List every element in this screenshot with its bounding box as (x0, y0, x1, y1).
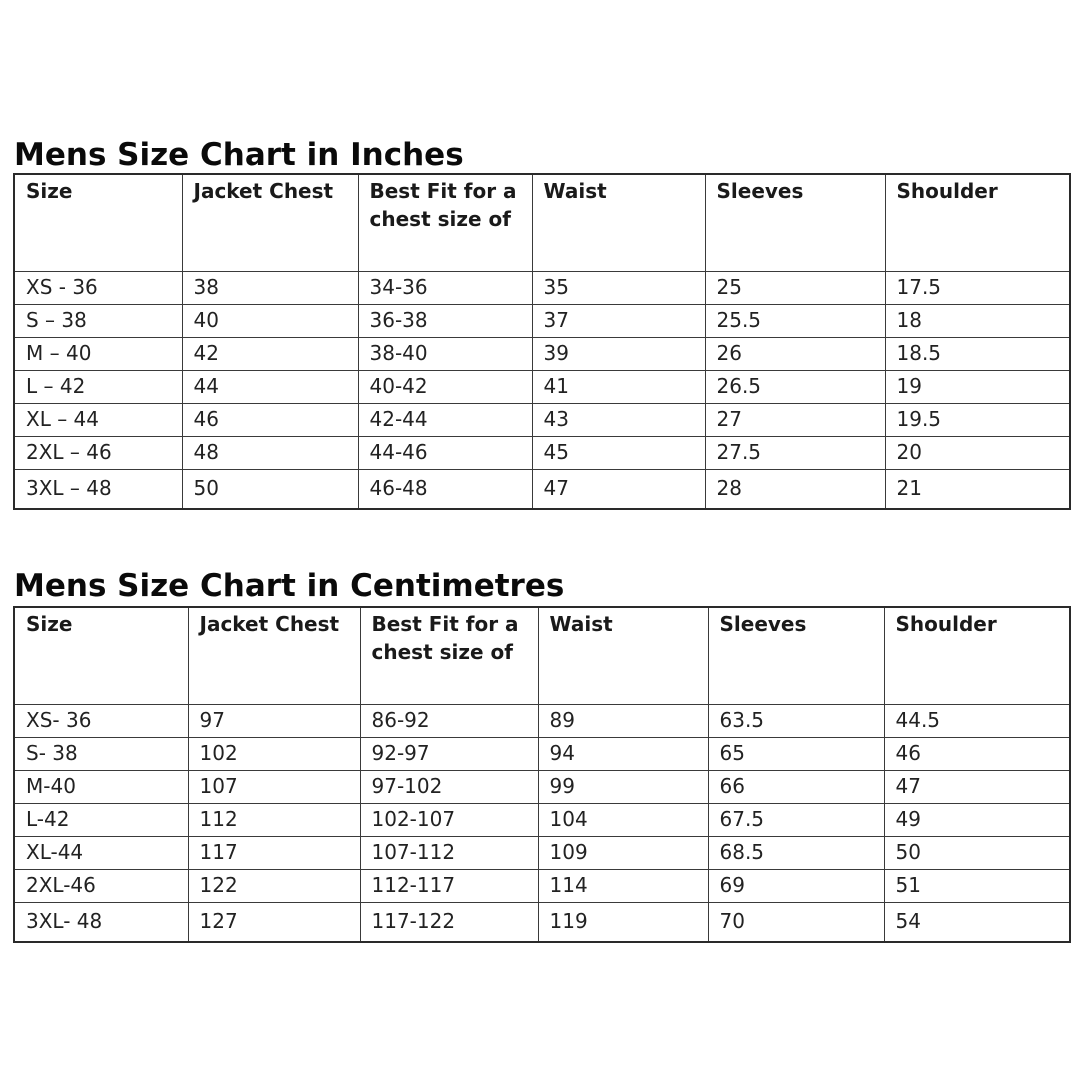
cell-sleeves: 27.5 (705, 436, 885, 469)
cell-shoulder: 17.5 (885, 271, 1070, 304)
centimetres-chart-title: Mens Size Chart in Centimetres (14, 568, 565, 604)
header-jacket-chest: Jacket Chest (188, 607, 360, 704)
cell-sleeves: 65 (708, 737, 884, 770)
cell-best-fit: 86-92 (360, 704, 538, 737)
cell-size: 3XL – 48 (14, 469, 182, 509)
cell-jacket-chest: 102 (188, 737, 360, 770)
table-header-row (14, 174, 1070, 271)
cell-waist: 41 (532, 370, 705, 403)
cell-jacket-chest: 112 (188, 803, 360, 836)
table-row (14, 271, 1070, 304)
cell-sleeves: 26.5 (705, 370, 885, 403)
cell-size: L – 42 (14, 370, 182, 403)
cell-jacket-chest: 48 (182, 436, 358, 469)
cell-shoulder: 21 (885, 469, 1070, 509)
cell-jacket-chest: 127 (188, 902, 360, 942)
cell-shoulder: 19 (885, 370, 1070, 403)
header-sleeves: Sleeves (708, 607, 884, 704)
cell-waist: 104 (538, 803, 708, 836)
cell-shoulder: 49 (884, 803, 1070, 836)
cell-waist: 119 (538, 902, 708, 942)
cell-shoulder: 54 (884, 902, 1070, 942)
cell-sleeves: 70 (708, 902, 884, 942)
cell-jacket-chest: 42 (182, 337, 358, 370)
cell-shoulder: 18 (885, 304, 1070, 337)
cell-sleeves: 27 (705, 403, 885, 436)
cell-waist: 39 (532, 337, 705, 370)
table-row (14, 803, 1070, 836)
table-row (14, 436, 1070, 469)
cell-best-fit: 112-117 (360, 869, 538, 902)
cell-shoulder: 47 (884, 770, 1070, 803)
inches-chart-title: Mens Size Chart in Inches (14, 137, 464, 173)
cell-waist: 43 (532, 403, 705, 436)
header-size: Size (14, 174, 182, 271)
cell-waist: 47 (532, 469, 705, 509)
cell-best-fit: 107-112 (360, 836, 538, 869)
inches-size-table (13, 173, 1071, 510)
cell-jacket-chest: 107 (188, 770, 360, 803)
cell-sleeves: 69 (708, 869, 884, 902)
table-row (14, 902, 1070, 942)
header-waist: Waist (532, 174, 705, 271)
cell-size: M-40 (14, 770, 188, 803)
cell-jacket-chest: 97 (188, 704, 360, 737)
table-row (14, 737, 1070, 770)
cell-shoulder: 50 (884, 836, 1070, 869)
cell-waist: 35 (532, 271, 705, 304)
header-jacket-chest: Jacket Chest (182, 174, 358, 271)
cell-size: 3XL- 48 (14, 902, 188, 942)
cell-shoulder: 51 (884, 869, 1070, 902)
header-sleeves: Sleeves (705, 174, 885, 271)
table-row (14, 403, 1070, 436)
cell-shoulder: 18.5 (885, 337, 1070, 370)
table-row (14, 704, 1070, 737)
header-best-fit: Best Fit for a chest size of (358, 174, 532, 271)
table-row (14, 304, 1070, 337)
table-row (14, 770, 1070, 803)
cell-size: 2XL-46 (14, 869, 188, 902)
cell-waist: 45 (532, 436, 705, 469)
table-row (14, 836, 1070, 869)
cell-jacket-chest: 50 (182, 469, 358, 509)
header-shoulder: Shoulder (885, 174, 1070, 271)
cell-sleeves: 66 (708, 770, 884, 803)
cell-sleeves: 67.5 (708, 803, 884, 836)
cell-shoulder: 20 (885, 436, 1070, 469)
table-row (14, 869, 1070, 902)
cell-waist: 89 (538, 704, 708, 737)
cell-jacket-chest: 46 (182, 403, 358, 436)
cell-sleeves: 68.5 (708, 836, 884, 869)
cell-jacket-chest: 40 (182, 304, 358, 337)
cell-sleeves: 25 (705, 271, 885, 304)
cell-best-fit: 44-46 (358, 436, 532, 469)
header-waist: Waist (538, 607, 708, 704)
cell-sleeves: 63.5 (708, 704, 884, 737)
table-header-row (14, 607, 1070, 704)
cell-best-fit: 46-48 (358, 469, 532, 509)
cell-best-fit: 97-102 (360, 770, 538, 803)
cell-waist: 109 (538, 836, 708, 869)
cell-best-fit: 102-107 (360, 803, 538, 836)
table-row (14, 370, 1070, 403)
cell-best-fit: 42-44 (358, 403, 532, 436)
cell-size: XL-44 (14, 836, 188, 869)
cell-size: XL – 44 (14, 403, 182, 436)
cell-size: 2XL – 46 (14, 436, 182, 469)
header-best-fit: Best Fit for a chest size of (360, 607, 538, 704)
cell-best-fit: 36-38 (358, 304, 532, 337)
header-shoulder: Shoulder (884, 607, 1070, 704)
cell-jacket-chest: 44 (182, 370, 358, 403)
cell-shoulder: 46 (884, 737, 1070, 770)
cell-best-fit: 40-42 (358, 370, 532, 403)
centimetres-size-table (13, 606, 1071, 943)
cell-best-fit: 92-97 (360, 737, 538, 770)
cell-shoulder: 44.5 (884, 704, 1070, 737)
cell-jacket-chest: 122 (188, 869, 360, 902)
header-size: Size (14, 607, 188, 704)
cell-sleeves: 28 (705, 469, 885, 509)
cell-best-fit: 38-40 (358, 337, 532, 370)
cell-waist: 94 (538, 737, 708, 770)
cell-waist: 99 (538, 770, 708, 803)
cell-sleeves: 25.5 (705, 304, 885, 337)
cell-size: S – 38 (14, 304, 182, 337)
cell-size: M – 40 (14, 337, 182, 370)
cell-best-fit: 117-122 (360, 902, 538, 942)
cell-size: XS- 36 (14, 704, 188, 737)
cell-jacket-chest: 38 (182, 271, 358, 304)
cell-sleeves: 26 (705, 337, 885, 370)
table-row (14, 337, 1070, 370)
cell-size: S- 38 (14, 737, 188, 770)
table-row (14, 469, 1070, 509)
cell-best-fit: 34-36 (358, 271, 532, 304)
cell-waist: 114 (538, 869, 708, 902)
cell-size: XS - 36 (14, 271, 182, 304)
cell-shoulder: 19.5 (885, 403, 1070, 436)
cell-waist: 37 (532, 304, 705, 337)
cell-size: L-42 (14, 803, 188, 836)
cell-jacket-chest: 117 (188, 836, 360, 869)
